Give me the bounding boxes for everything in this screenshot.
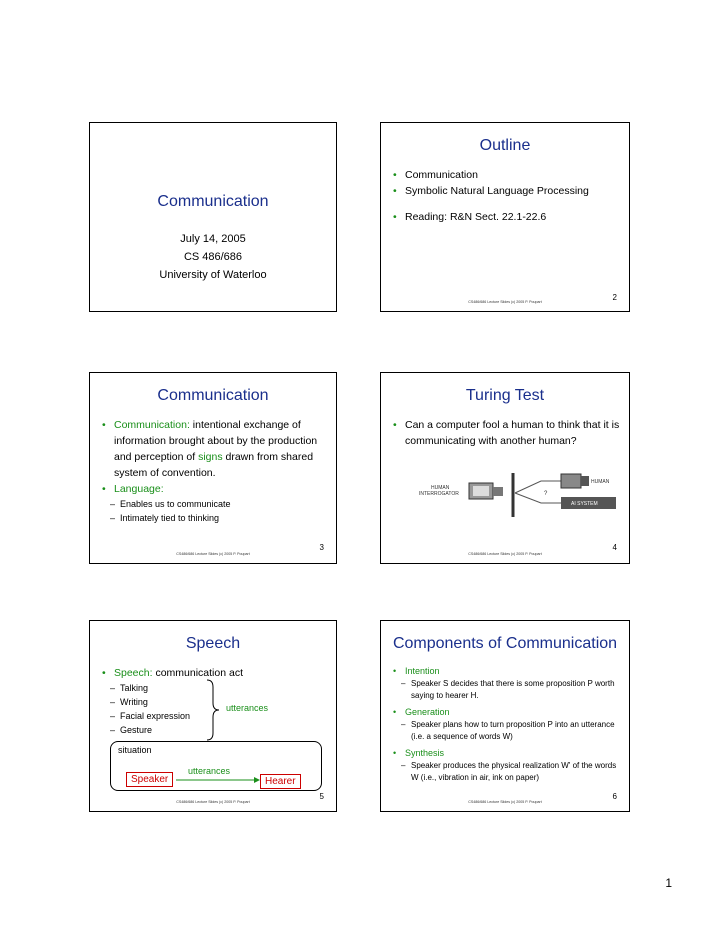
label-interrogator-2: INTERROGATOR (419, 491, 459, 497)
slide-3 (89, 372, 337, 564)
utterances-label: utterances (226, 703, 269, 713)
slide-university: University of Waterloo (159, 269, 267, 281)
connection-lines (515, 481, 561, 493)
label-ai-system: AI SYSTEM (571, 501, 598, 507)
speaker-box: Speaker (126, 772, 173, 787)
slide-number: 5 (319, 792, 324, 801)
bullet-list (389, 665, 621, 784)
sub-bullet: – Speaker produces the physical realization W' of the words W (i.e., vibration in air, ink on paper) (389, 760, 621, 784)
utterances-arrow-label: utterances (188, 766, 231, 776)
definition-text: intentional exchange of information brought about by the production and perception of (114, 419, 318, 463)
brace-icon (206, 679, 220, 741)
bullet-list (389, 167, 621, 225)
page-number: 1 (665, 876, 672, 890)
component-synthesis: • Synthesis (389, 747, 621, 760)
sub-bullet: – Intimately tied to thinking (98, 511, 328, 525)
slide-title: Outline (479, 137, 531, 154)
sub-bullet: – Talking (98, 681, 328, 695)
slide-title: Communication (157, 193, 269, 210)
slide-number: 2 (612, 293, 617, 302)
label-interrogator-1: HUMAN (431, 485, 450, 491)
sub-bullet: – Writing (98, 695, 328, 709)
slide-footer: CS486/686 Lecture Slides (c) 2005 P. Poupart (468, 552, 542, 556)
bullet-item (98, 481, 328, 497)
component-generation: • Generation (389, 706, 621, 719)
slide-number: 4 (612, 543, 617, 552)
bullet-item: • Reading: R&N Sect. 22.1-22.6 (389, 209, 621, 225)
slide-6 (380, 620, 630, 812)
turing-test-diagram (411, 471, 616, 519)
slide-2 (380, 122, 630, 312)
sub-bullet: – Enables us to communicate (98, 497, 328, 511)
slide-footer: CS486/686 Lecture Slides (c) 2005 P. Poupart (176, 800, 250, 804)
utterance-arrow-icon (176, 775, 260, 785)
slide-footer: CS486/686 Lecture Slides (c) 2005 P. Poupart (468, 300, 542, 304)
interrogator-terminal-icon (469, 483, 503, 499)
slide-footer: CS486/686 Lecture Slides (c) 2005 P. Poupart (468, 800, 542, 804)
slide-number: 6 (612, 792, 617, 801)
term-speech: Speech: (114, 667, 153, 679)
bullet-item: • Communication (389, 167, 621, 183)
term-signs: signs (198, 451, 223, 463)
definition-text: communication act (152, 667, 243, 679)
sub-bullet: – Gesture (98, 723, 328, 737)
slide-1 (89, 122, 337, 312)
slide-number: 3 (319, 543, 324, 552)
slide-course: CS 486/686 (183, 251, 243, 263)
label-question-mark: ? (544, 491, 548, 497)
bullet-item: • Can a computer fool a human to think that it is communicating with another human? (389, 417, 621, 449)
label-human: HUMAN (591, 479, 610, 485)
component-intention: • Intention (389, 665, 621, 678)
term-language: Language: (114, 483, 164, 495)
human-terminal-icon (561, 474, 589, 488)
sub-bullet: – Speaker plans how to turn proposition P into an utterance (i.e. a sequence of words W) (389, 719, 621, 743)
slide-title: Components of Communication (392, 635, 618, 652)
slide-date: July 14, 2005 (180, 233, 246, 245)
sub-bullet: – Speaker S decides that there is some proposition P worth saying to hearer H. (389, 678, 621, 702)
slide-4 (380, 372, 630, 564)
bullet-list (98, 417, 328, 525)
bullet-list (389, 417, 621, 449)
situation-label: situation (118, 745, 152, 755)
slide-footer: CS486/686 Lecture Slides (c) 2005 P. Poupart (176, 552, 250, 556)
bullet-item (98, 417, 328, 481)
term-communication: Communication: (114, 419, 190, 431)
slide-5 (89, 620, 337, 812)
slide-title: Speech (185, 635, 241, 652)
hearer-box: Hearer (260, 774, 301, 789)
slide-title: Turing Test (465, 387, 545, 404)
sub-bullet: – Facial expression (98, 709, 328, 723)
definition-end: drawn from shared system of convention. (114, 451, 314, 479)
bullet-item: • Symbolic Natural Language Processing (389, 183, 621, 199)
connection-line-lower (515, 493, 561, 503)
slide-title: Communication (157, 387, 269, 404)
